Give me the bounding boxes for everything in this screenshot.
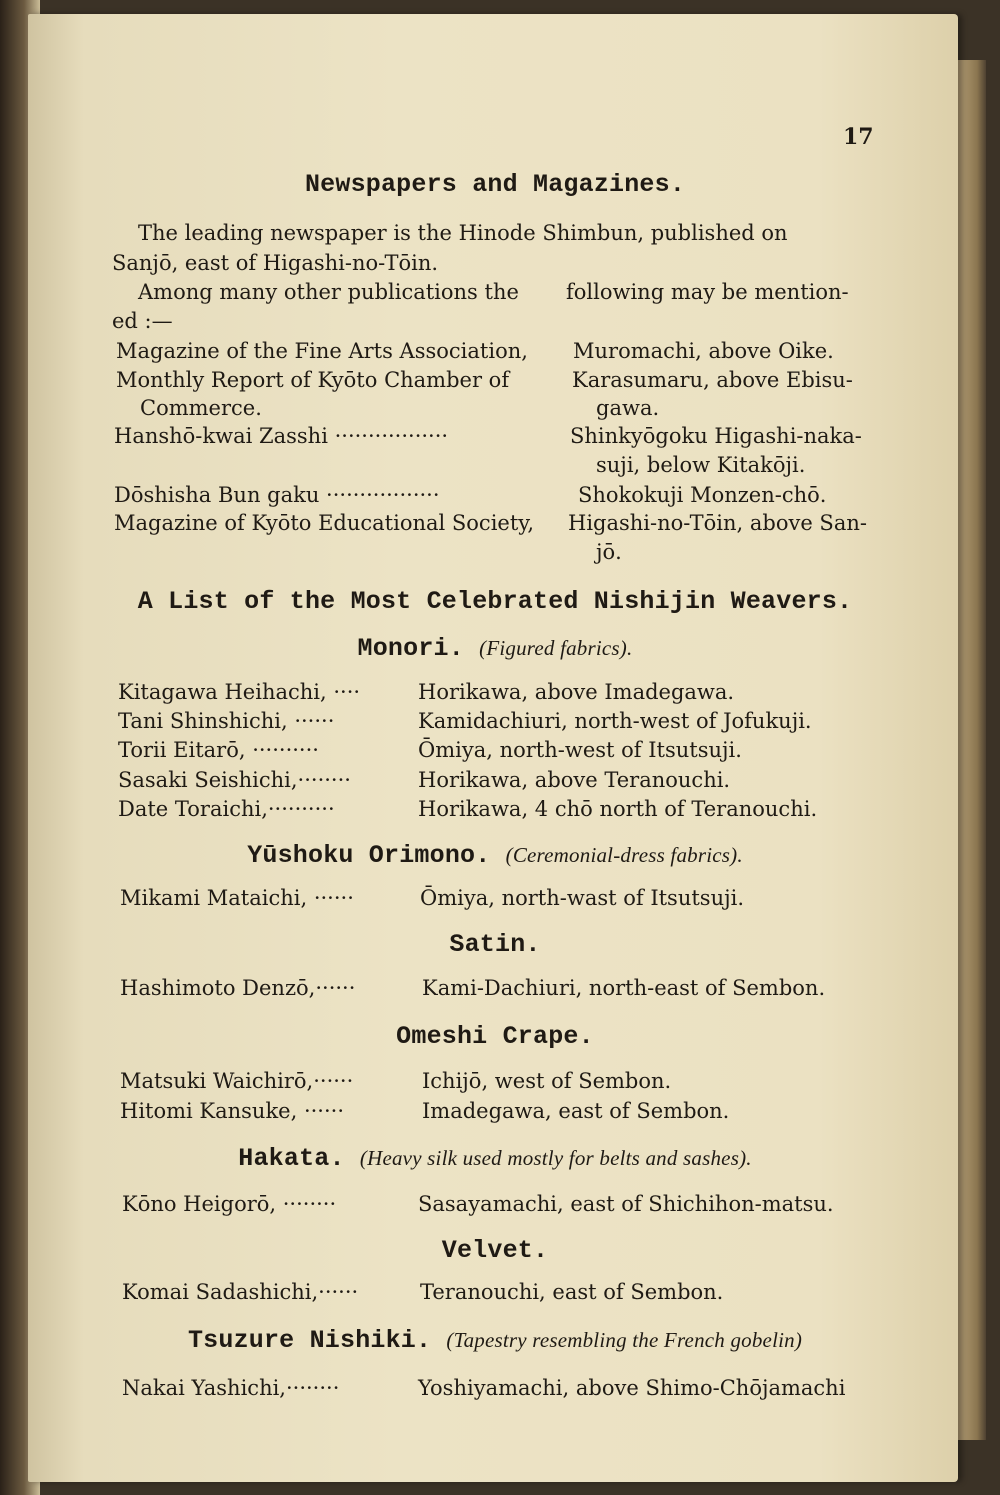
weaver-address: Ōmiya, north-wast of Itsutsuji. bbox=[420, 886, 745, 910]
weaver-address: Imadegawa, east of Sembon. bbox=[422, 1099, 730, 1123]
section-heading-hakata bbox=[90, 1144, 900, 1173]
weaver-address: Sasayamachi, east of Shichihon-matsu. bbox=[418, 1192, 834, 1216]
paragraph-1-line-2: Sanjō, east of Higashi-no-Tōin. bbox=[112, 251, 439, 275]
weavers-heading: A List of the Most Celebrated Nishijin Weavers. bbox=[137, 587, 853, 616]
section-note: (Figured fabrics). bbox=[479, 636, 633, 660]
weaver-name: Sasaki Seishichi,········ bbox=[118, 768, 351, 792]
weaver-address: Kamidachiuri, north-west of Jofukuji. bbox=[418, 709, 812, 733]
paragraph-2-line-1a: Among many other publications the bbox=[138, 280, 519, 304]
magazine-address: Shokokuji Monzen-chō. bbox=[578, 483, 827, 507]
magazine-address: Karasumaru, above Ebisu- bbox=[572, 368, 853, 392]
section-title: Monori. bbox=[357, 634, 464, 663]
weaver-address: Yoshiyamachi, above Shimo-Chōjamachi bbox=[418, 1376, 846, 1400]
weaver-name: Kōno Heigorō, ········ bbox=[122, 1192, 337, 1216]
magazine-name: Dōshisha Bun gaku ················· bbox=[114, 483, 440, 507]
magazine-name: Hanshō-kwai Zasshi ················· bbox=[114, 424, 449, 448]
magazine-name-continued: Commerce. bbox=[140, 396, 262, 420]
weaver-name: Nakai Yashichi,········ bbox=[122, 1376, 340, 1400]
magazine-address-continued: jō. bbox=[596, 540, 622, 564]
paragraph-2-line-2: ed :— bbox=[112, 309, 173, 333]
section-title: Omeshi Crape. bbox=[396, 1022, 594, 1051]
paragraph-2-line-1b: following may be mention- bbox=[566, 280, 849, 304]
weaver-name: Mikami Mataichi, ······ bbox=[120, 886, 354, 910]
weaver-address: Ōmiya, north-west of Itsutsuji. bbox=[418, 738, 742, 762]
section-heading-tsuzure bbox=[90, 1326, 900, 1355]
weaver-name: Komai Sadashichi,······ bbox=[122, 1280, 359, 1304]
page-number: 17 bbox=[843, 124, 874, 150]
page-edge bbox=[956, 60, 986, 1440]
section-heading-velvet bbox=[90, 1236, 900, 1265]
section-heading-omeshi bbox=[90, 1022, 900, 1051]
section-title: Velvet. bbox=[441, 1236, 549, 1265]
section-title: Satin. bbox=[449, 930, 541, 959]
newspapers-heading: Newspapers and Magazines. bbox=[304, 170, 686, 199]
section-note: (Heavy silk used mostly for belts and sashes). bbox=[359, 1146, 752, 1170]
weaver-name: Date Toraichi,·········· bbox=[118, 797, 335, 821]
section-title: Hakata. bbox=[238, 1144, 345, 1173]
magazine-address-continued: suji, below Kitakōji. bbox=[596, 453, 806, 477]
section-title: Tsuzure Nishiki. bbox=[187, 1326, 432, 1355]
magazine-address-continued: gawa. bbox=[596, 396, 660, 420]
section-note: (Ceremonial-dress fabrics). bbox=[505, 843, 743, 867]
magazine-address: Muromachi, above Oike. bbox=[573, 339, 834, 363]
weaver-name: Torii Eitarō, ·········· bbox=[118, 738, 319, 762]
weaver-name: Kitagawa Heihachi, ···· bbox=[118, 680, 361, 704]
weaver-address: Horikawa, above Imadegawa. bbox=[418, 680, 735, 704]
weaver-address: Ichijō, west of Sembon. bbox=[422, 1069, 672, 1093]
section-heading-yushoku bbox=[90, 841, 900, 870]
section-note: (Tapestry resembling the French gobelin) bbox=[446, 1328, 803, 1352]
weaver-name: Matsuki Waichirō,······ bbox=[120, 1069, 354, 1093]
weaver-name: Hitomi Kansuke, ······ bbox=[120, 1099, 345, 1123]
magazine-name: Monthly Report of Kyōto Chamber of bbox=[116, 368, 510, 392]
weaver-address: Horikawa, 4 chō north of Teranouchi. bbox=[418, 797, 818, 821]
weaver-address: Kami-Dachiuri, north-east of Sembon. bbox=[422, 976, 826, 1000]
section-heading-satin bbox=[90, 930, 900, 959]
weaver-name: Hashimoto Denzō,······ bbox=[120, 976, 356, 1000]
paragraph-1-line-1: The leading newspaper is the Hinode Shimbun, published on bbox=[138, 221, 788, 245]
magazine-address: Shinkyōgoku Higashi-naka- bbox=[570, 424, 862, 448]
weaver-address: Horikawa, above Teranouchi. bbox=[418, 768, 731, 792]
magazine-name: Magazine of Kyōto Educational Society, bbox=[114, 511, 535, 535]
magazine-address: Higashi-no-Tōin, above San- bbox=[568, 511, 867, 535]
section-title: Yūshoku Orimono. bbox=[247, 841, 491, 870]
weaver-address: Teranouchi, east of Sembon. bbox=[420, 1280, 724, 1304]
weaver-name: Tani Shinshichi, ······ bbox=[118, 709, 335, 733]
magazine-name: Magazine of the Fine Arts Association, bbox=[116, 339, 528, 363]
section-heading-monori bbox=[90, 634, 900, 663]
